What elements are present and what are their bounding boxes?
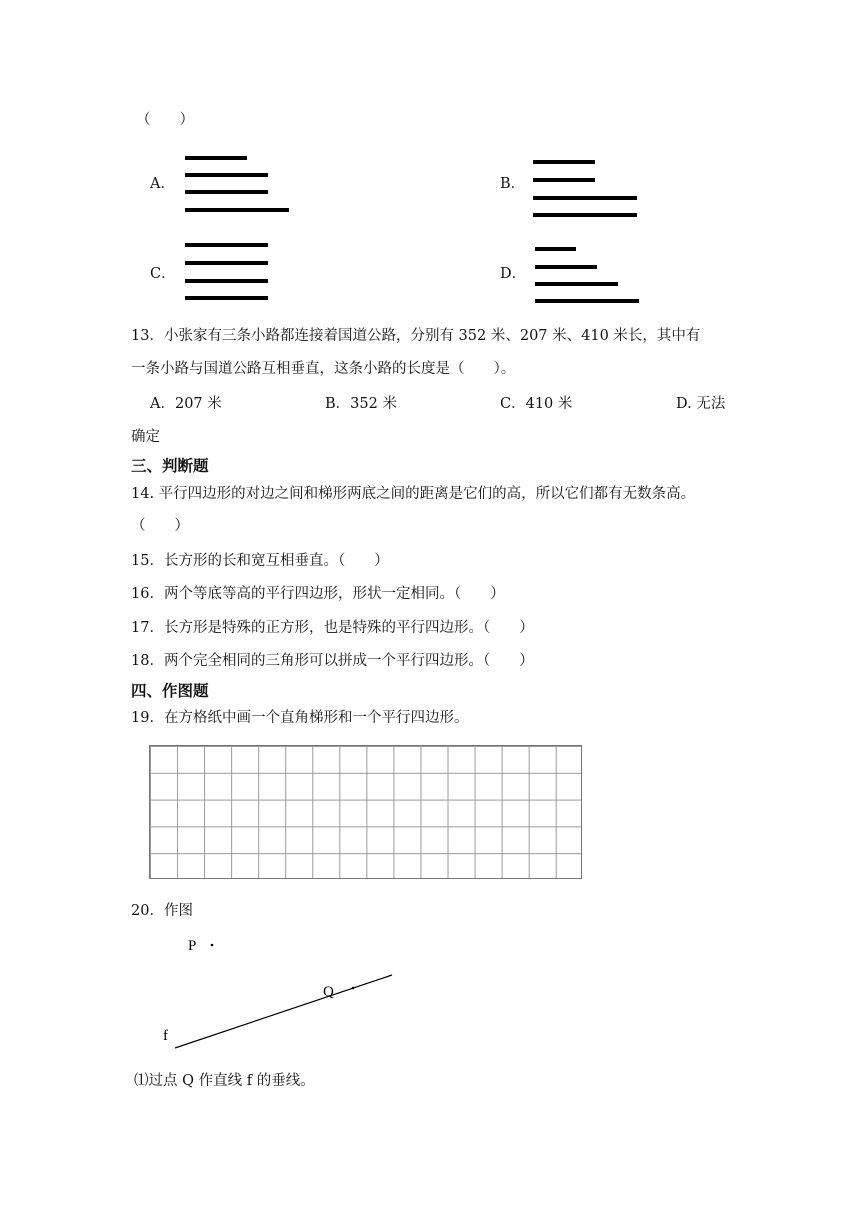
q13-text-line2: 一条小路与国道公路互相垂直，这条小路的长度是（ ）。 [131, 361, 516, 377]
bar [535, 282, 618, 286]
q13-text-line1: 13．小张家有三条小路都连接着国道公路，分别有 352 米、207 米、410 米长，其中有 [131, 328, 701, 344]
q19-text: 19．在方格纸中画一个直角梯形和一个平行四边形。 [131, 710, 469, 726]
bar [185, 173, 268, 177]
q13-option-a[interactable]: A．207 米 [150, 396, 222, 412]
bar [535, 265, 597, 269]
q13-option-d[interactable]: D. 无法 [676, 396, 726, 412]
bar [185, 261, 268, 265]
point-p-label: P [188, 938, 197, 954]
line-f [175, 975, 392, 1048]
q12-option-a-label: A． [150, 176, 175, 192]
graph-paper-grid[interactable] [149, 745, 582, 879]
q13-option-d-continuation: 确定 [131, 429, 160, 445]
bar [533, 213, 637, 217]
q20-sub1-text: ⑴过点 Q 作直线 f 的垂线。 [134, 1073, 315, 1089]
bar [185, 243, 268, 247]
point-q-dot [352, 987, 355, 990]
bar [535, 247, 576, 251]
bar [533, 178, 595, 182]
section-title-judgment: 三、判断题 [131, 457, 209, 475]
q17-text: 17．长方形是特殊的正方形，也是特殊的平行四边形。（ ） [131, 620, 534, 636]
bar [185, 156, 247, 160]
point-p-dot [211, 944, 214, 947]
q15-text: 15．长方形的长和宽互相垂直。（ ） [131, 553, 389, 569]
bar [535, 299, 639, 303]
q13-option-b[interactable]: B．352 米 [325, 396, 397, 412]
point-q-label: Q [323, 984, 334, 1000]
bar [533, 160, 595, 164]
q12-option-c-label: C． [150, 266, 176, 282]
q18-text: 18．两个完全相同的三角形可以拼成一个平行四边形。（ ） [131, 653, 534, 669]
section-title-drawing: 四、作图题 [131, 682, 209, 700]
q12-answer-paren: （ ） [136, 112, 194, 128]
q20-figure[interactable] [150, 930, 410, 1055]
q13-option-c[interactable]: C．410 米 [500, 396, 573, 412]
q14-text-line1: 14. 平行四边形的对边之间和梯形两底之间的距离是它们的高，所以它们都有无数条高。 [131, 486, 696, 502]
q12-option-b-label: B． [500, 176, 526, 192]
q20-text: 20．作图 [131, 903, 193, 919]
bar [185, 279, 268, 283]
bar [185, 296, 268, 300]
bar [185, 208, 289, 212]
bar [533, 196, 637, 200]
q14-answer-paren: （ ） [131, 518, 189, 534]
q12-option-d-label: D． [500, 266, 527, 282]
line-f-label: f [163, 1028, 168, 1044]
bar [185, 190, 268, 194]
q16-text: 16．两个等底等高的平行四边形，形状一定相同。（ ） [131, 586, 505, 602]
